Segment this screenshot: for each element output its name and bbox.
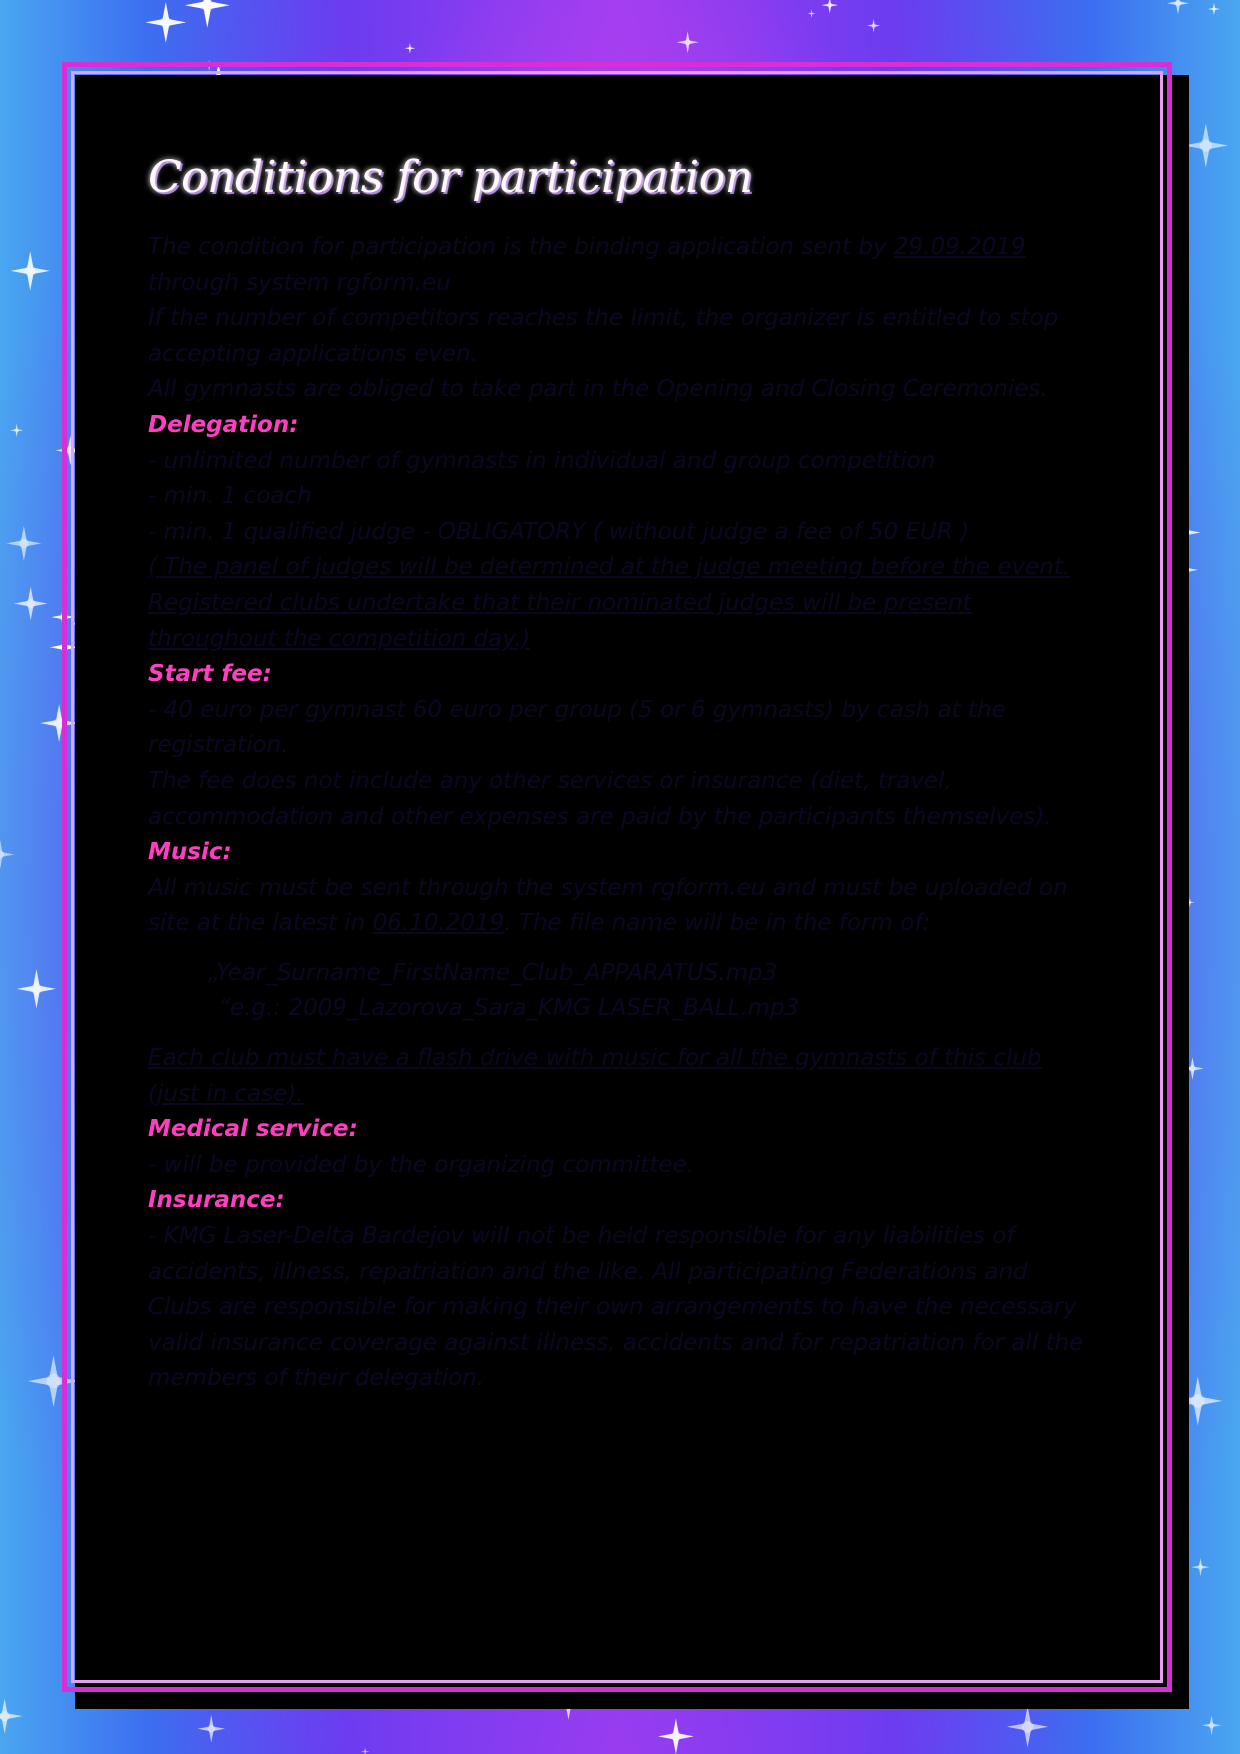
sparkle-glow — [827, 3, 832, 8]
file-name-format: „Year_Surname_FirstName_Club_APPARATUS.mp3 — [208, 959, 778, 986]
spacer — [148, 942, 1098, 956]
start-fee-paragraph-2: The fee does not include any other services or insurance (diet, travel, accommodation and other expenses are paid by the participants themselves). — [148, 767, 1052, 830]
flash-drive-note: Each club must have a flash drive with music for all the gymnasts of this club (just in case). — [148, 1045, 1042, 1107]
sparkle-glow — [160, 17, 171, 28]
start-fee-heading: Start fee: — [148, 661, 272, 688]
sparkle-glow — [872, 24, 876, 28]
start-fee-paragraph-1: - 40 euro per gymnast 60 euro per group (5 or 6 gymnasts) by cash at the registration. — [148, 696, 1006, 759]
music-deadline: 06.10.2019 — [372, 910, 505, 937]
judges-note: ( The panel of judges will be determined at the judge meeting before the event. Registered clubs undertake that their nominated judges will be present throughout the competition day.) — [148, 554, 1071, 652]
sparkle-glow — [0, 851, 4, 859]
sparkle-glow — [207, 1725, 215, 1733]
delegation-item: - min. 1 coach — [148, 483, 312, 510]
sparkle-glow — [408, 47, 411, 50]
sparkle-glow — [1209, 1723, 1215, 1729]
delegation-item: - unlimited number of gymnasts in individual and group competition — [148, 447, 936, 474]
sparkle-glow — [201, 0, 214, 12]
file-name-example: “e.g.: 2009_Lazorova_Sara_KMG LASER_BALL.mp3 — [218, 995, 800, 1022]
sparkle-glow — [0, 1711, 10, 1721]
insurance-heading: Insurance: — [148, 1187, 285, 1214]
sparkle-glow — [31, 983, 42, 994]
intro-text-b: through system rgform.eu — [148, 269, 451, 296]
sparkle-glow — [1022, 1721, 1034, 1733]
sparkle-glow — [26, 599, 35, 608]
sparkle-glow — [1191, 1394, 1205, 1408]
sparkle-glow — [364, 1750, 366, 1752]
sparkle-glow — [1198, 1565, 1203, 1570]
intro-paragraph-3: All gymnasts are obliged to take part in the Opening and Closing Ceremonies. — [148, 376, 1048, 403]
music-text-b: . The file name will be in the form of: — [504, 910, 931, 937]
sparkle-glow — [25, 265, 36, 276]
application-deadline: 29.09.2019 — [893, 234, 1026, 260]
page-title: Conditions for participation — [148, 152, 753, 203]
sparkle-glow — [19, 538, 29, 548]
sparkle-glow — [15, 428, 19, 432]
spacer — [148, 1027, 1098, 1041]
sparkle-glow — [1175, 0, 1181, 6]
music-paragraph — [148, 871, 1098, 942]
sparkle-glow — [1189, 1065, 1195, 1071]
sparkle-glow — [685, 39, 691, 45]
music-text-a: All music must be sent through the system rgform.eu and must be uploaded on site at the latest in — [148, 874, 1068, 937]
sparkle-glow — [1200, 139, 1212, 151]
music-heading: Music: — [148, 839, 232, 866]
sparkle-glow — [46, 1374, 60, 1388]
intro-paragraph-1 — [148, 230, 1098, 301]
medical-heading: Medical service: — [148, 1116, 358, 1143]
medical-paragraph: - will be provided by the organizing committee. — [148, 1151, 695, 1178]
delegation-item: - min. 1 qualified judge - OBLIGATORY ( without judge a fee of 50 EUR ) — [148, 518, 970, 545]
intro-paragraph-2: If the number of competitors reaches the limit, the organizer is entitled to stop accepting applications even. — [148, 305, 1059, 367]
sparkle-glow — [1212, 7, 1215, 10]
delegation-heading: Delegation: — [148, 411, 299, 438]
document-body — [148, 150, 1098, 1397]
sparkle-glow — [810, 12, 812, 14]
sparkle-glow — [671, 1731, 681, 1741]
intro-text-a: The condition for participation is the binding application sent by — [148, 234, 894, 260]
insurance-paragraph: - KMG Laser-Delta Bardejov will not be held responsible for any liabilities of accidents, illness, repatriation and the like. All participating Federations and Clubs are responsible for making their own arrangements to have the necessary valid insurance coverage against illness, accidents and for repatriation for all the members of their delegation. — [148, 1223, 1084, 1392]
